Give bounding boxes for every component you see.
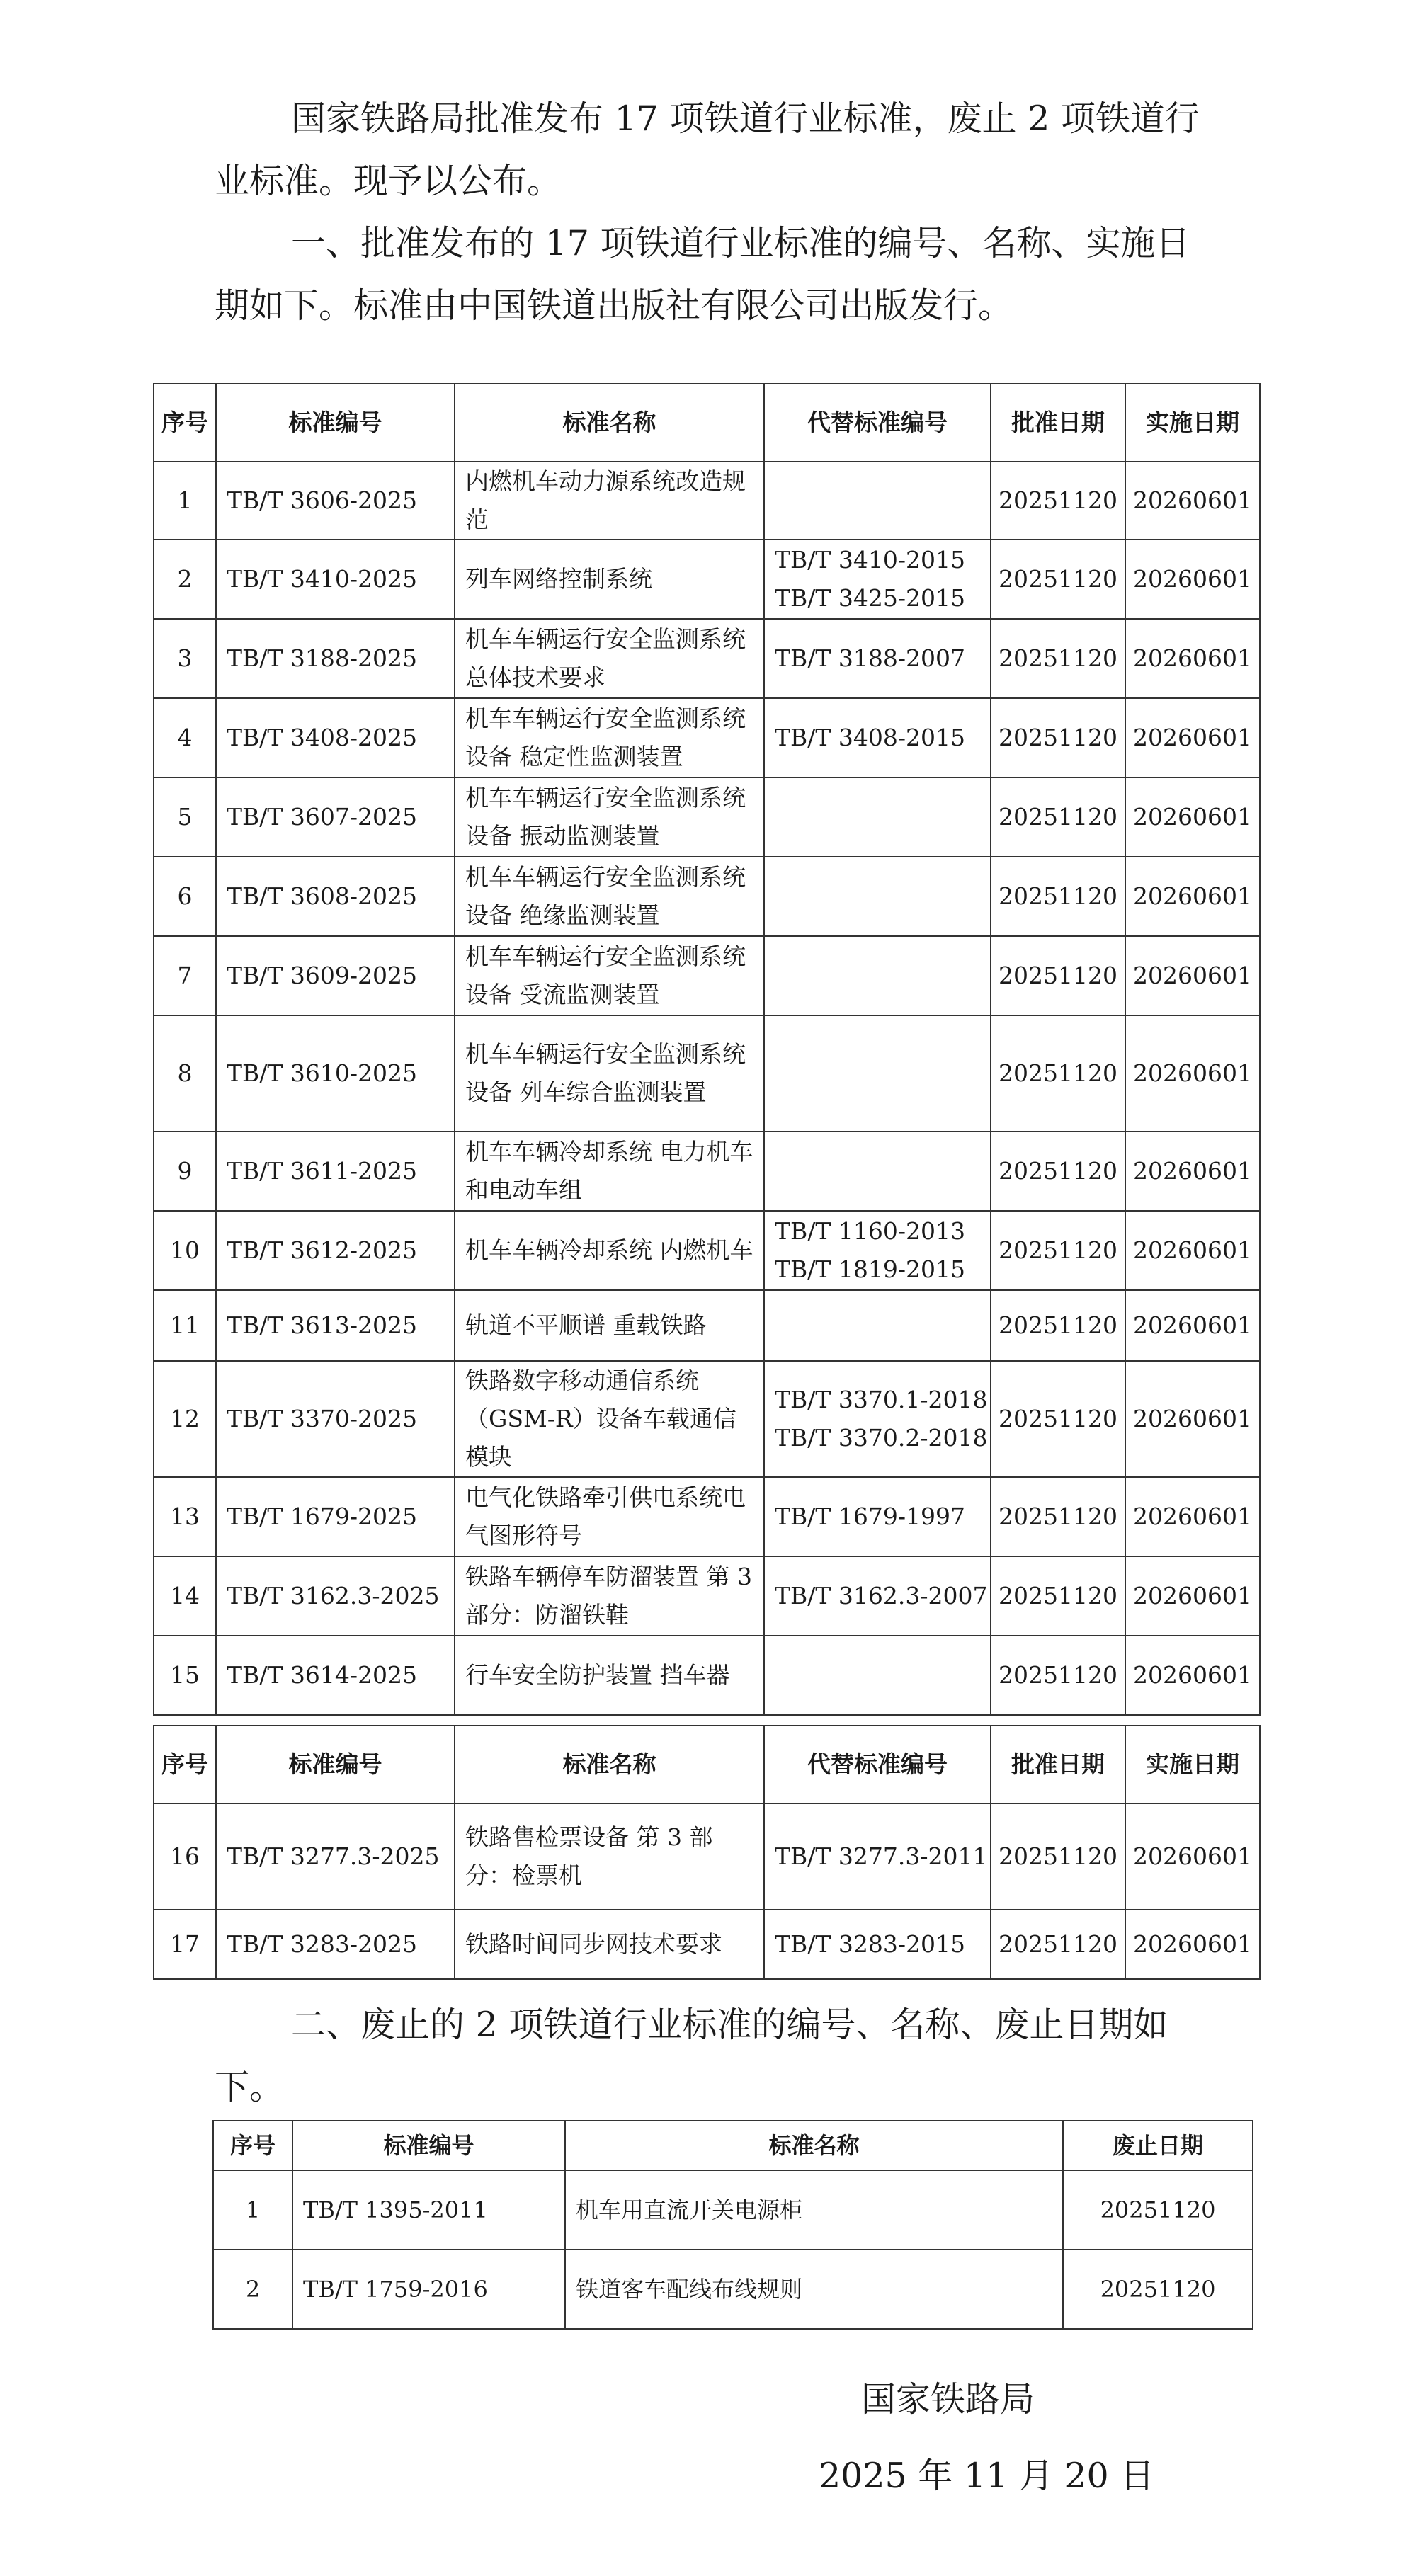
standard-code: TB/T 1679-2025 — [216, 1477, 455, 1556]
header-name: 标准名称 — [455, 384, 764, 462]
replaced-standards — [764, 1910, 991, 1979]
effective-date: 20260601 — [1125, 1361, 1260, 1477]
row-number: 13 — [154, 1477, 216, 1556]
replaced-standards — [764, 1211, 991, 1290]
standard-name: 机车车辆运行安全监测系统设备 受流监测装置 — [455, 936, 764, 1015]
table-row — [154, 1132, 1260, 1211]
header-effective-date: 实施日期 — [1125, 1726, 1260, 1803]
table-row — [154, 1477, 1260, 1556]
approved-date: 20251120 — [991, 540, 1125, 619]
approved-table-header-row — [154, 384, 1260, 462]
effective-date: 20260601 — [1125, 462, 1260, 540]
signature-org: 国家铁路局 — [861, 2379, 1035, 2420]
approved-standards-table-continued — [153, 1725, 1261, 1980]
table-row — [154, 936, 1260, 1015]
standard-code: TB/T 3614-2025 — [216, 1636, 455, 1715]
standard-name: 列车网络控制系统 — [455, 540, 764, 619]
effective-date: 20260601 — [1125, 1015, 1260, 1132]
table-row — [154, 540, 1260, 619]
abolish-paragraph — [215, 1994, 1206, 2119]
effective-date: 20260601 — [1125, 540, 1260, 619]
replaced-standard-code: TB/T 1679-1997 — [775, 1503, 965, 1530]
intro-paragraph-2 — [215, 212, 1206, 337]
effective-date: 20260601 — [1125, 1211, 1260, 1290]
approved-date: 20251120 — [991, 777, 1125, 857]
effective-date: 20260601 — [1125, 936, 1260, 1015]
table-row — [154, 1556, 1260, 1636]
replaced-standards — [764, 777, 991, 857]
replaced-standards — [764, 1361, 991, 1477]
replaced-standards — [764, 1477, 991, 1556]
standard-name: 机车车辆运行安全监测系统设备 列车综合监测装置 — [455, 1015, 764, 1132]
approved-date: 20251120 — [991, 462, 1125, 540]
abolish-date: 20251120 — [1063, 2170, 1253, 2250]
header-replaces: 代替标准编号 — [764, 384, 991, 462]
approved-date: 20251120 — [991, 619, 1125, 698]
approved-table-cont-header-row — [154, 1726, 1260, 1803]
replaced-standard-code: TB/T 3370.1-2018 — [775, 1386, 988, 1413]
row-number: 7 — [154, 936, 216, 1015]
header-effective-date: 实施日期 — [1125, 384, 1260, 462]
effective-date: 20260601 — [1125, 1636, 1260, 1715]
table-row — [213, 2170, 1253, 2250]
row-number: 3 — [154, 619, 216, 698]
replaced-standard-code: TB/T 1160-2013 — [775, 1217, 965, 1245]
replaced-standards — [764, 540, 991, 619]
row-number: 5 — [154, 777, 216, 857]
effective-date: 20260601 — [1125, 857, 1260, 936]
approved-date: 20251120 — [991, 1361, 1125, 1477]
header-no: 序号 — [154, 384, 216, 462]
row-number: 2 — [154, 540, 216, 619]
standard-name: 轨道不平顺谱 重载铁路 — [455, 1290, 764, 1361]
effective-date: 20260601 — [1125, 1803, 1260, 1910]
standard-code: TB/T 3612-2025 — [216, 1211, 455, 1290]
table-row — [154, 1211, 1260, 1290]
table-row — [154, 619, 1260, 698]
effective-date: 20260601 — [1125, 1290, 1260, 1361]
standard-code: TB/T 3606-2025 — [216, 462, 455, 540]
standard-code: TB/T 3607-2025 — [216, 777, 455, 857]
row-number: 15 — [154, 1636, 216, 1715]
table-row — [154, 857, 1260, 936]
table-row — [154, 1015, 1260, 1132]
effective-date: 20260601 — [1125, 1556, 1260, 1636]
standard-code: TB/T 3610-2025 — [216, 1015, 455, 1132]
standard-code: TB/T 3410-2025 — [216, 540, 455, 619]
row-number: 1 — [213, 2170, 292, 2250]
row-number: 2 — [213, 2250, 292, 2329]
header-abolish-date: 废止日期 — [1063, 2121, 1253, 2170]
standard-code: TB/T 1395-2011 — [292, 2170, 565, 2250]
replaced-standards — [764, 1636, 991, 1715]
replaced-standards — [764, 462, 991, 540]
standard-name: 铁路时间同步网技术要求 — [455, 1910, 764, 1979]
table-row — [154, 1290, 1260, 1361]
approved-date: 20251120 — [991, 936, 1125, 1015]
replaced-standard-code: TB/T 3162.3-2007 — [775, 1582, 988, 1609]
approved-date: 20251120 — [991, 857, 1125, 936]
row-number: 17 — [154, 1910, 216, 1979]
standard-name: 机车车辆冷却系统 电力机车和电动车组 — [455, 1132, 764, 1211]
replaced-standard-code: TB/T 3408-2015 — [775, 724, 965, 751]
row-number: 10 — [154, 1211, 216, 1290]
approved-date: 20251120 — [991, 1556, 1125, 1636]
row-number: 11 — [154, 1290, 216, 1361]
header-name: 标准名称 — [455, 1726, 764, 1803]
header-approved-date: 批准日期 — [991, 384, 1125, 462]
approved-date: 20251120 — [991, 1477, 1125, 1556]
standard-name: 行车安全防护装置 挡车器 — [455, 1636, 764, 1715]
table-row — [213, 2250, 1253, 2329]
intro-paragraph-2-text: 一、批准发布的 17 项铁道行业标准的编号、名称、实施日期如下。标准由中国铁道出版社有限公司出版发行。 — [215, 223, 1190, 326]
abolish-date: 20251120 — [1063, 2250, 1253, 2329]
approved-standards-table — [153, 383, 1261, 1716]
standard-name: 铁路售检票设备 第 3 部分：检票机 — [455, 1803, 764, 1910]
table-row — [154, 462, 1260, 540]
standard-name: 机车用直流开关电源柜 — [565, 2170, 1063, 2250]
header-code: 标准编号 — [216, 384, 455, 462]
replaced-standard-code: TB/T 1819-2015 — [775, 1255, 965, 1283]
row-number: 6 — [154, 857, 216, 936]
standard-code: TB/T 3370-2025 — [216, 1361, 455, 1477]
standard-code: TB/T 3277.3-2025 — [216, 1803, 455, 1910]
replaced-standards — [764, 1290, 991, 1361]
standard-name: 机车车辆运行安全监测系统 总体技术要求 — [455, 619, 764, 698]
standard-code: TB/T 3162.3-2025 — [216, 1556, 455, 1636]
standard-code: TB/T 3613-2025 — [216, 1290, 455, 1361]
replaced-standards — [764, 698, 991, 777]
replaced-standards — [764, 1132, 991, 1211]
standard-name: 内燃机车动力源系统改造规范 — [455, 462, 764, 540]
standard-name: 机车车辆运行安全监测系统设备 稳定性监测装置 — [455, 698, 764, 777]
effective-date: 20260601 — [1125, 1477, 1260, 1556]
table-row — [154, 698, 1260, 777]
table-row — [154, 1803, 1260, 1910]
signature-date: 2025 年 11 月 20 日 — [819, 2456, 1155, 2496]
standard-code: TB/T 3608-2025 — [216, 857, 455, 936]
row-number: 4 — [154, 698, 216, 777]
row-number: 9 — [154, 1132, 216, 1211]
header-no: 序号 — [154, 1726, 216, 1803]
replaced-standards — [764, 1556, 991, 1636]
standard-code: TB/T 3611-2025 — [216, 1132, 455, 1211]
replaced-standards — [764, 1803, 991, 1910]
approved-date: 20251120 — [991, 1910, 1125, 1979]
effective-date: 20260601 — [1125, 698, 1260, 777]
table-row — [154, 777, 1260, 857]
approved-date: 20251120 — [991, 1636, 1125, 1715]
table-row — [154, 1361, 1260, 1477]
standard-code: TB/T 3283-2025 — [216, 1910, 455, 1979]
standard-name: 铁道客车配线布线规则 — [565, 2250, 1063, 2329]
intro-paragraph-1-text: 国家铁路局批准发布 17 项铁道行业标准，废止 2 项铁道行业标准。现予以公布。 — [215, 98, 1200, 201]
abolish-paragraph-text: 二、废止的 2 项铁道行业标准的编号、名称、废止日期如下。 — [215, 2005, 1168, 2107]
row-number: 16 — [154, 1803, 216, 1910]
abolish-table-header-row — [213, 2121, 1253, 2170]
row-number: 14 — [154, 1556, 216, 1636]
approved-date: 20251120 — [991, 1290, 1125, 1361]
header-code: 标准编号 — [292, 2121, 565, 2170]
effective-date: 20260601 — [1125, 1132, 1260, 1211]
approved-date: 20251120 — [991, 1803, 1125, 1910]
replaced-standards — [764, 1015, 991, 1132]
replaced-standard-code: TB/T 3410-2015 — [775, 546, 965, 574]
approved-date: 20251120 — [991, 1015, 1125, 1132]
replaced-standards — [764, 857, 991, 936]
intro-paragraph-1 — [215, 88, 1206, 212]
replaced-standard-code: TB/T 3370.2-2018 — [775, 1424, 988, 1452]
row-number: 12 — [154, 1361, 216, 1477]
approved-date: 20251120 — [991, 1211, 1125, 1290]
standard-name: 机车车辆冷却系统 内燃机车 — [455, 1211, 764, 1290]
effective-date: 20260601 — [1125, 1910, 1260, 1979]
header-no: 序号 — [213, 2121, 292, 2170]
row-number: 8 — [154, 1015, 216, 1132]
effective-date: 20260601 — [1125, 619, 1260, 698]
standard-code: TB/T 3408-2025 — [216, 698, 455, 777]
replaced-standard-code: TB/T 3283-2015 — [775, 1930, 965, 1958]
replaced-standard-code: TB/T 3277.3-2011 — [775, 1842, 988, 1870]
table-row — [154, 1636, 1260, 1715]
standard-code: TB/T 1759-2016 — [292, 2250, 565, 2329]
abolished-standards-table — [212, 2120, 1253, 2330]
standard-name: 机车车辆运行安全监测系统设备 绝缘监测装置 — [455, 857, 764, 936]
header-approved-date: 批准日期 — [991, 1726, 1125, 1803]
standard-name: 铁路数字移动通信系统（GSM-R）设备车载通信模块 — [455, 1361, 764, 1477]
standard-code: TB/T 3609-2025 — [216, 936, 455, 1015]
standard-code: TB/T 3188-2025 — [216, 619, 455, 698]
standard-name: 铁路车辆停车防溜装置 第 3 部分：防溜铁鞋 — [455, 1556, 764, 1636]
replaced-standards — [764, 936, 991, 1015]
effective-date: 20260601 — [1125, 777, 1260, 857]
row-number: 1 — [154, 462, 216, 540]
approved-date: 20251120 — [991, 698, 1125, 777]
standard-name: 机车车辆运行安全监测系统设备 振动监测装置 — [455, 777, 764, 857]
replaced-standard-code: TB/T 3425-2015 — [775, 584, 965, 612]
table-row — [154, 1910, 1260, 1979]
header-code: 标准编号 — [216, 1726, 455, 1803]
approved-date: 20251120 — [991, 1132, 1125, 1211]
replaced-standard-code: TB/T 3188-2007 — [775, 644, 965, 672]
header-replaces: 代替标准编号 — [764, 1726, 991, 1803]
standard-name: 电气化铁路牵引供电系统电气图形符号 — [455, 1477, 764, 1556]
header-name: 标准名称 — [565, 2121, 1063, 2170]
replaced-standards — [764, 619, 991, 698]
